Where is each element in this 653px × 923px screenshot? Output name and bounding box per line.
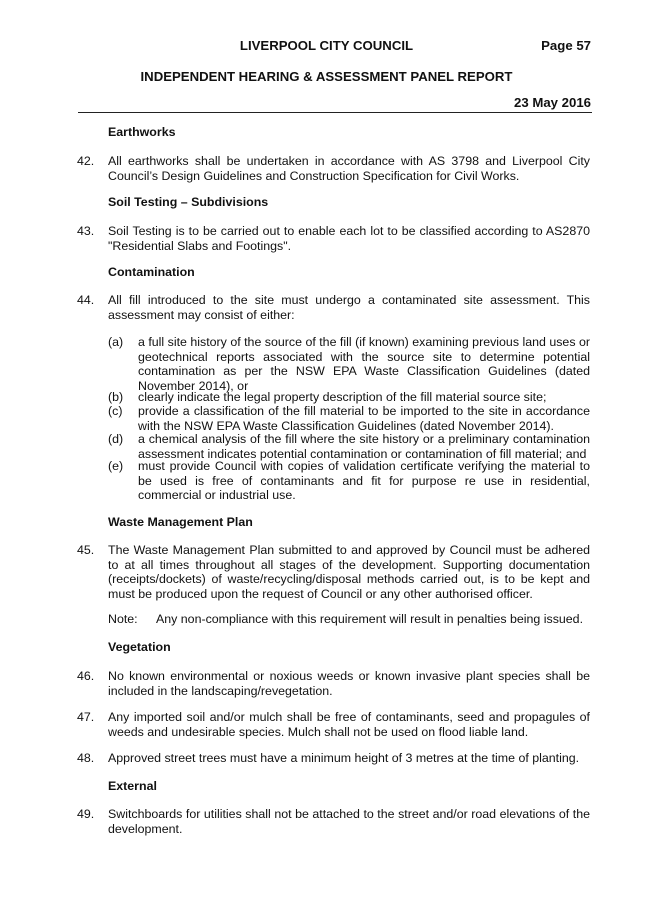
note-label: Note: bbox=[108, 612, 138, 626]
report-title: INDEPENDENT HEARING & ASSESSMENT PANEL REPORT bbox=[140, 69, 513, 84]
heading-vegetation: Vegetation bbox=[108, 640, 171, 654]
condition-text: All fill introduced to the site must undergo a contaminated site assessment. This assessment may consist of either: bbox=[108, 293, 590, 322]
condition-text: Any imported soil and/or mulch shall be free of contaminants, seed and propagules of weeds and undesirable species. Mulch shall not be used on flood liable land. bbox=[108, 710, 590, 739]
condition-number: 46. bbox=[77, 669, 95, 683]
condition-number: 47. bbox=[77, 710, 95, 724]
subitem-text: must provide Council with copies of validation certificate verifying the material to be used is free of contaminants and fit for purpose re use in residential, commercial or industrial use. bbox=[138, 459, 590, 503]
condition-text: Approved street trees must have a minimum height of 3 metres at the time of planting. bbox=[108, 751, 580, 765]
condition-text: The Waste Management Plan submitted to and approved by Council must be adhered to at all times throughout all stages of the development. Supporting documentation (receipts/dockets) of waste/recycling/disposal methods carried out, is to be kept and must be produced upon the request of Council or any other authorised officer. bbox=[108, 543, 590, 601]
subitem-label: (e) bbox=[108, 459, 124, 473]
page-number: Page 57 bbox=[541, 38, 591, 53]
condition-number: 43. bbox=[77, 224, 95, 238]
condition-number: 48. bbox=[77, 751, 95, 765]
condition-text: All earthworks shall be undertaken in accordance with AS 3798 and Liverpool City Council’s Design Guidelines and Construction Specification for Civil Works. bbox=[108, 154, 590, 183]
heading-earthworks: Earthworks bbox=[108, 125, 176, 139]
subitem-label: (d) bbox=[108, 432, 124, 446]
heading-contamination: Contamination bbox=[108, 265, 195, 279]
condition-number: 44. bbox=[77, 293, 95, 307]
heading-external: External bbox=[108, 779, 157, 793]
condition-text: No known environmental or noxious weeds or known invasive plant species shall be included in the landscaping/revegetation. bbox=[108, 669, 590, 698]
condition-number: 45. bbox=[77, 543, 95, 557]
condition-number: 42. bbox=[77, 154, 95, 168]
condition-text: Switchboards for utilities shall not be attached to the street and/or road elevations of the development. bbox=[108, 807, 590, 836]
condition-number: 49. bbox=[77, 807, 95, 821]
heading-soil-testing: Soil Testing – Subdivisions bbox=[108, 195, 269, 209]
subitem-text: a full site history of the source of the fill (if known) examining previous land uses or geotechnical reports associated with the source site to determine potential contamination as per the NSW EPA Waste Classification Guidelines (dated November 2014), or bbox=[138, 335, 590, 393]
heading-waste-management: Waste Management Plan bbox=[108, 515, 253, 529]
condition-text: Soil Testing is to be carried out to enable each lot to be classified according to AS2870 "Residential Slabs and Footings". bbox=[108, 224, 590, 253]
council-name: LIVERPOOL CITY COUNCIL bbox=[239, 38, 414, 53]
subitem-label: (c) bbox=[108, 404, 123, 418]
subitem-label: (b) bbox=[108, 390, 124, 404]
subitem-text: clearly indicate the legal property description of the fill material source site; bbox=[138, 390, 547, 404]
subitem-label: (a) bbox=[108, 335, 124, 349]
header-divider bbox=[78, 112, 592, 113]
report-date: 23 May 2016 bbox=[514, 95, 591, 110]
note-text: Any non-compliance with this requirement will result in penalties being issued. bbox=[156, 612, 584, 626]
subitem-text: provide a classification of the fill material to be imported to the site in accordance with the NSW EPA Waste Classification Guidelines (dated November 2014). bbox=[138, 404, 590, 433]
subitem-text: a chemical analysis of the fill where the site history or a preliminary contamination assessment indicates potential contamination or contamination of fill material; and bbox=[138, 432, 590, 461]
